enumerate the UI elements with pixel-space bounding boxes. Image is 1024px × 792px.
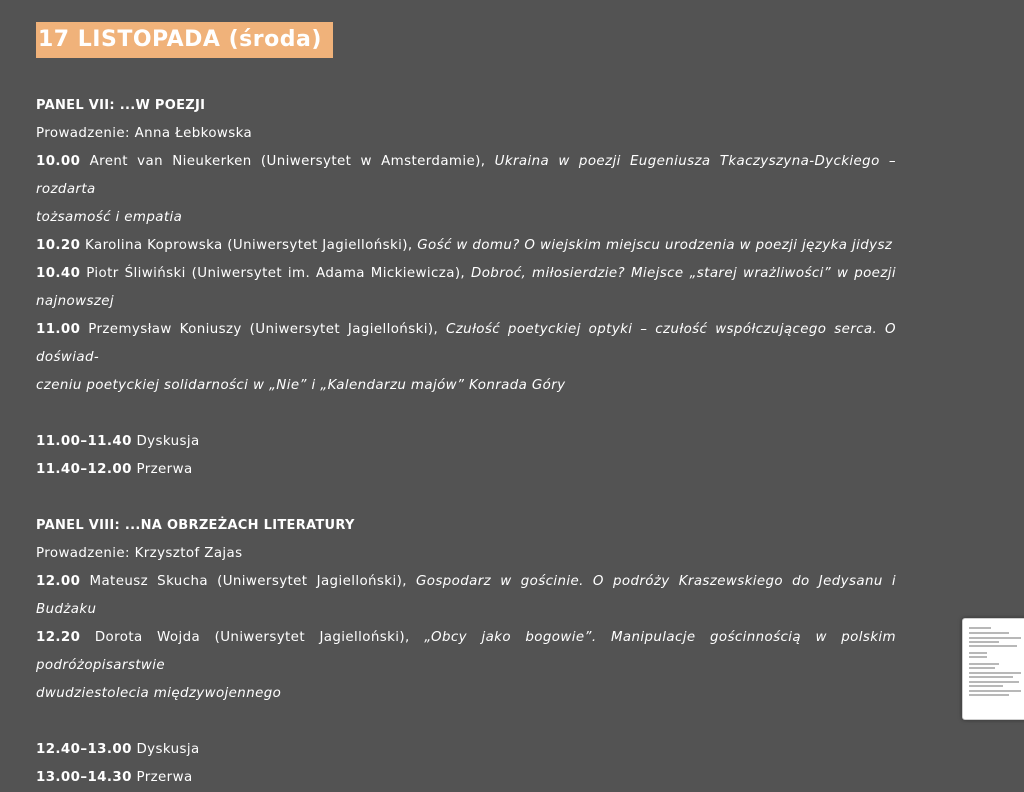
talk-entry-continued	[36, 372, 896, 400]
talk-title: „Obcy jako bogowie”. Manipulacje gościnnością w polskim podróżopisarstwie	[36, 630, 896, 673]
talk-entry	[36, 260, 896, 288]
talk-entry	[36, 316, 896, 372]
talk-title: Ukraina w poezji Eugeniusza Tkaczyszyna-Dyckiego – rozdarta	[36, 154, 896, 197]
talk-time: 11.00	[36, 322, 81, 337]
break-label: Przerwa	[131, 770, 193, 785]
program-page	[36, 22, 896, 792]
talk-time: 12.20	[36, 630, 81, 645]
talk-title: Gospodarz w gościnie. O podróży Kraszewskiego do Jedysanu i Budżaku	[36, 574, 896, 617]
talk-title: Dobroć, miłosierdzie? Miejsce „starej wrażliwości” w poezji	[471, 266, 896, 281]
talk-speaker: Dorota Wojda (Uniwersytet Jagielloński),	[80, 630, 425, 645]
talk-entry-continued	[36, 288, 896, 316]
talk-entry	[36, 232, 896, 260]
talk-speaker: Piotr Śliwiński (Uniwersytet im. Adama Mickiewicza),	[80, 266, 471, 281]
talk-title-continued: dwudziestolecia międzywojennego	[36, 686, 282, 701]
break-time: 11.00–11.40	[36, 434, 132, 449]
break-entry	[36, 456, 896, 484]
talk-time: 10.00	[36, 154, 81, 169]
talk-title-continued: tożsamość i empatia	[36, 210, 183, 225]
panel-7-moderator: Prowadzenie: Anna Łebkowska	[36, 126, 253, 141]
talk-time: 10.20	[36, 238, 81, 253]
break-time: 11.40–12.00	[36, 462, 132, 477]
break-entry	[36, 764, 896, 792]
page-thumbnail-preview[interactable]	[962, 618, 1024, 720]
break-label: Dyskusja	[131, 742, 200, 757]
talk-speaker: Arent van Nieukerken (Uniwersytet w Amsterdamie),	[80, 154, 495, 169]
talk-speaker: Mateusz Skucha (Uniwersytet Jagielloński),	[80, 574, 416, 589]
break-time: 12.40–13.00	[36, 742, 132, 757]
panel-8-title: PANEL VIII: ...NA OBRZEŻACH LITERATURY	[36, 518, 355, 533]
break-label: Przerwa	[131, 462, 193, 477]
break-entry	[36, 736, 896, 764]
talk-speaker: Przemysław Koniuszy (Uniwersytet Jagielloński),	[80, 322, 446, 337]
talk-title-continued: najnowszej	[36, 294, 115, 309]
talk-title: Czułość poetyckiej optyki – czułość współczującego serca. O doświad-	[36, 322, 896, 365]
talk-entry	[36, 568, 896, 624]
talk-time: 10.40	[36, 266, 81, 281]
talk-entry	[36, 148, 896, 204]
talk-entry-continued	[36, 204, 896, 232]
break-entry	[36, 428, 896, 456]
talk-entry	[36, 624, 896, 680]
talk-title-continued: czeniu poetyckiej solidarności w „Nie” i „Kalendarzu majów” Konrada Góry	[36, 378, 566, 393]
talk-speaker: Karolina Koprowska (Uniwersytet Jagielloński),	[80, 238, 418, 253]
talk-time: 12.00	[36, 574, 81, 589]
break-time: 13.00–14.30	[36, 770, 132, 785]
panel-7-title: PANEL VII: ...W POEZJI	[36, 98, 206, 113]
panel-8-moderator: Prowadzenie: Krzysztof Zajas	[36, 546, 243, 561]
break-label: Dyskusja	[131, 434, 200, 449]
day-header: 17 LISTOPADA (środa)	[36, 22, 333, 58]
talk-title: Gość w domu? O wiejskim miejscu urodzenia w poezji języka jidysz	[417, 238, 893, 253]
